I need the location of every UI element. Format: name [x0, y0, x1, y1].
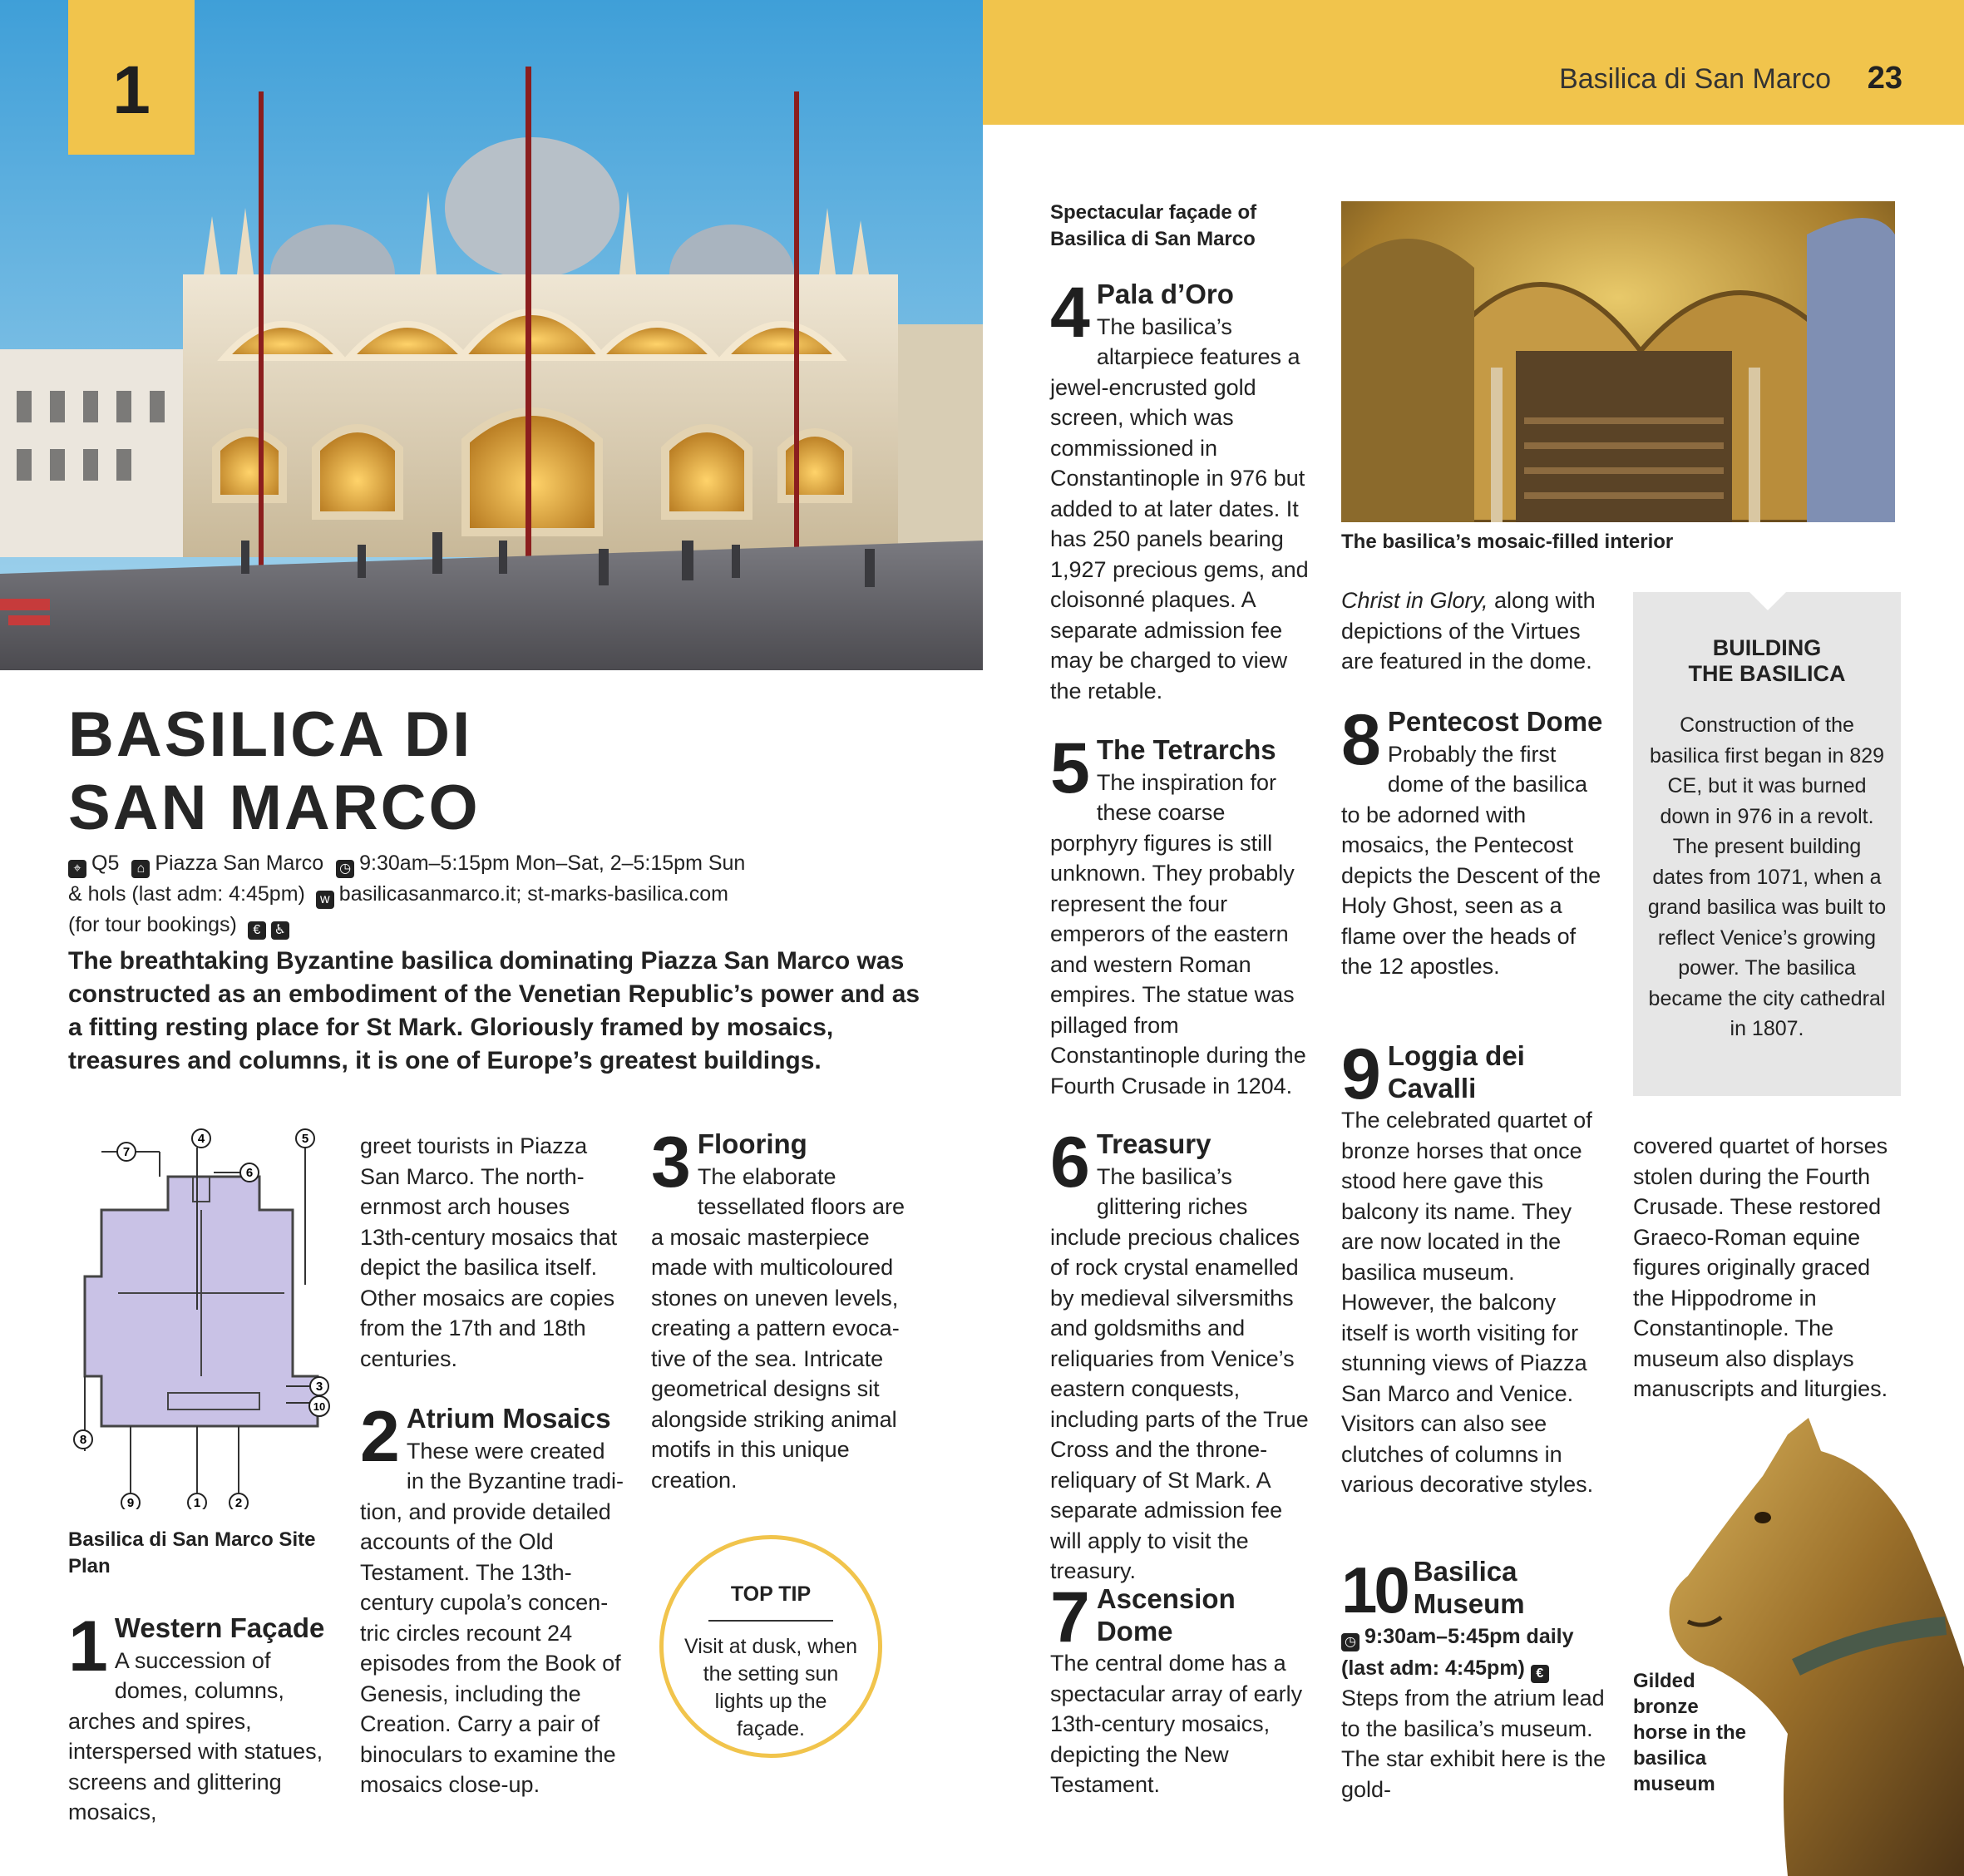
chapter-tab-number: 1 [112, 52, 151, 128]
entry-number: 3 [651, 1123, 691, 1202]
plan-marker-7 [117, 1143, 136, 1161]
charge-icon: € [1531, 1665, 1549, 1683]
entry-10-continued [1633, 1131, 1907, 1405]
entry-text: A succession of domes, columns, arches and spires, interspersed with statues, screens and glittering mosaics, [68, 1647, 323, 1824]
entry-number: 9 [1341, 1034, 1381, 1114]
svg-text:6: 6 [245, 1166, 254, 1180]
entry-heading: Loggia dei Cavalli [1387, 1040, 1525, 1103]
entry-7 [1050, 1577, 1316, 1800]
plan-marker-10 [309, 1396, 329, 1416]
site-plan-caption: Basilica di San Marco Site Plan [68, 1528, 316, 1577]
entry-number: 4 [1050, 273, 1090, 353]
entry-8 [1341, 700, 1607, 982]
entry-1 [68, 1607, 326, 1828]
entry-heading: Pala d’Oro [1096, 279, 1234, 309]
sidebar-text: Construction of the basilica first began in 829 CE, but it was burned down in 976 in a revolt. The present building dates from 1071, when a grand basilica was built to reflect Venice’s growing power. The basilica became the city cathedral in 1807. [1647, 713, 1887, 1040]
plan-marker-3 [310, 1377, 328, 1395]
opening-hours-note: & hols (last adm: 4:45pm) [68, 882, 305, 906]
entry-heading: Ascension Dome [1096, 1583, 1236, 1646]
svg-text:9: 9 [126, 1496, 135, 1509]
entry-9 [1341, 1034, 1607, 1500]
top-tip-heading: TOP TIP [730, 1582, 812, 1606]
entry-text: along with depictions of the Virtues are featured in the dome. [1341, 588, 1596, 674]
web-icon: w [316, 891, 334, 909]
entry-heading: Treasury [1096, 1128, 1211, 1159]
accessibility-icon: ♿ [271, 921, 289, 940]
entry-1-continued [360, 1131, 618, 1374]
entry-heading: Atrium Mosaics [406, 1403, 611, 1434]
horse-photo-caption: Gilded bronze horse in the basilica museum [1633, 1670, 1747, 1795]
sidebar-heading: BUILDING THE BASILICA [1688, 635, 1846, 686]
websites[interactable]: basilicasanmarco.it; st-marks-basilica.com [338, 882, 728, 906]
plan-marker-2 [229, 1493, 248, 1509]
top-tip-callout [659, 1535, 882, 1758]
entry-number: 10 [1341, 1553, 1407, 1627]
home-icon: ⌂ [131, 860, 150, 878]
plan-marker-8 [74, 1430, 92, 1449]
entry-text: covered quartet of horses stolen during the Fourth Crusade. These restored Graeco-Roman equine figures originally graced the Hippodrome in Constantinople. The museum also displays manuscripts and liturgies. [1633, 1133, 1888, 1401]
entry-number: 7 [1050, 1577, 1090, 1657]
entry-text: The elaborate tessellated floors are a mosaic masterpiece made with multicoloured stones on uneven levels, creating a pattern evocative of the sea. Intricate geometrical designs sit alongside striking animal motifs in this unique creation. [651, 1163, 905, 1493]
svg-text:3: 3 [315, 1380, 323, 1394]
entry-5 [1050, 728, 1316, 1101]
entry-6 [1050, 1123, 1316, 1587]
svg-text:8: 8 [79, 1433, 87, 1447]
page-title-line2: SAN MARCO [68, 773, 481, 843]
entry-facts: ◷ 9:30am–5:45pm daily (last adm: 4:45pm) € [1341, 1625, 1574, 1680]
entry-text-emphasis: Christ in Glory, [1341, 588, 1488, 613]
map-pin-icon: ⌖ [68, 860, 86, 878]
map-ref: Q5 [91, 852, 120, 875]
opening-hours: 9:30am–5:15pm Mon–Sat, 2–5:15pm Sun [359, 852, 746, 875]
basilica-interior-photo [1341, 201, 1895, 522]
header-bar [983, 0, 1964, 125]
entry-3 [651, 1123, 917, 1495]
practical-info [68, 848, 916, 940]
entry-number: 8 [1341, 700, 1381, 780]
entry-heading: Flooring [697, 1128, 807, 1159]
address: Piazza San Marco [155, 852, 324, 875]
clock-icon: ◷ [1341, 1633, 1360, 1651]
entry-heading: Basilica Museum [1413, 1556, 1525, 1619]
plan-marker-5 [296, 1129, 314, 1148]
plan-marker-9 [121, 1493, 140, 1509]
entry-number: 5 [1050, 728, 1090, 808]
entry-heading: Pentecost Dome [1387, 706, 1603, 737]
plan-marker-4 [192, 1129, 210, 1148]
entry-10 [1341, 1553, 1616, 1804]
entry-number: 1 [68, 1607, 108, 1686]
entry-text: These were created in the Byzantine tradition, and provide detailed accounts of the Old Testament. The 13th-century cupola’s concentric circles recount 24 episodes from the Book of Genesis, including the Creation. Carry a pair of binoculars to examine the mosaics close-up. [360, 1438, 624, 1797]
entry-text: The inspiration for these coarse porphyry figures is still unknown. They probably represent the four emperors of the eastern and western Roman empires. The statue was pillaged from Constantinople during the Fourth Crusade in 1204. [1050, 769, 1306, 1098]
facade-photo-caption: Spectacular façade of Basilica di San Marco [1050, 201, 1257, 250]
websites-note: (for tour bookings) [68, 913, 237, 936]
clock-icon: ◷ [336, 860, 354, 878]
entry-number: 2 [360, 1397, 400, 1477]
entry-text: Probably the first dome of the basilica to be adorned with mosaics, the Pentecost depicts the Descent of the Holy Ghost, seen as a flame over the heads of the 12 apostles. [1341, 741, 1601, 979]
intro-paragraph: The breathtaking Byzantine basilica dominating Piazza San Marco was constructed as an embodiment of the Venetian Republic’s power and as a fitting resting place for St Mark. Gloriously framed by mosaics, treasures and columns, it is one of Europe’s greatest buildings. [68, 947, 920, 1074]
entry-heading: Western Façade [114, 1612, 325, 1643]
entry-2 [360, 1397, 626, 1800]
top-tip-divider [708, 1620, 833, 1622]
svg-text:4: 4 [197, 1132, 205, 1146]
svg-text:10: 10 [313, 1400, 326, 1413]
site-plan [68, 1127, 334, 1509]
entry-number: 6 [1050, 1123, 1090, 1202]
charge-icon: € [248, 921, 266, 940]
entry-text: The central dome has a spectacular array of early 13th-century mosaics, depicting the New Testament. [1050, 1651, 1303, 1797]
svg-text:5: 5 [301, 1132, 309, 1146]
entry-heading: The Tetrarchs [1096, 734, 1276, 765]
running-title: Basilica di San Marco [1559, 63, 1831, 95]
page-title-line1: BASILICA DI [68, 699, 473, 770]
entry-text: The basilica’s glittering riches include precious chalices of rock crystal enamelled by medieval silversmiths and goldsmiths and reliquaries from Venice’s eastern conquests, including parts of the True Cross and the throne-reliquary of St Mark. A separate admission fee will apply to visit the treasury. [1050, 1163, 1309, 1583]
entry-text: The celebrated quartet of bronze horses that once stood here gave this balcony its name. They are now located in the basilica museum. However, the balcony itself is worth visiting for stunning views of Piazza San Marco and Venice. Visitors can also see clutches of columns in various decorative styles. [1341, 1108, 1594, 1497]
plan-marker-1 [188, 1493, 206, 1509]
page-title [68, 699, 481, 845]
entry-text: The basilica’s altarpiece features a jewel-encrusted gold screen, which was commissioned in Constantinople in 976 but added to at later dates. It has 250 panels bearing 1,927 precious gems, and cloisonné plaques. A separate admission fee may be charged to view the retable. [1050, 313, 1309, 704]
entry-text: greet tourists in Piazza San Marco. The northernmost arch houses 13th-century mosaics that depict the basilica itself. Other mosaics are copies from the 17th and 18th centuries. [360, 1133, 618, 1371]
entry-text: Steps from the atrium lead to the basilica’s museum. The star exhibit here is the gold- [1341, 1686, 1606, 1802]
bronze-horse-photo [1663, 1418, 1964, 1876]
entry-7-continued [1341, 585, 1607, 677]
sidebar-notch [1749, 592, 1786, 610]
svg-text:7: 7 [122, 1145, 131, 1159]
entry-4 [1050, 273, 1316, 706]
interior-photo-caption: The basilica’s mosaic-filled interior [1341, 531, 1674, 553]
page-number: 23 [1867, 61, 1902, 96]
plan-marker-6 [240, 1163, 259, 1182]
svg-text:1: 1 [193, 1496, 201, 1509]
top-tip-text: Visit at dusk, when the setting sun lights up the façade. [684, 1635, 857, 1740]
svg-text:2: 2 [234, 1496, 243, 1509]
